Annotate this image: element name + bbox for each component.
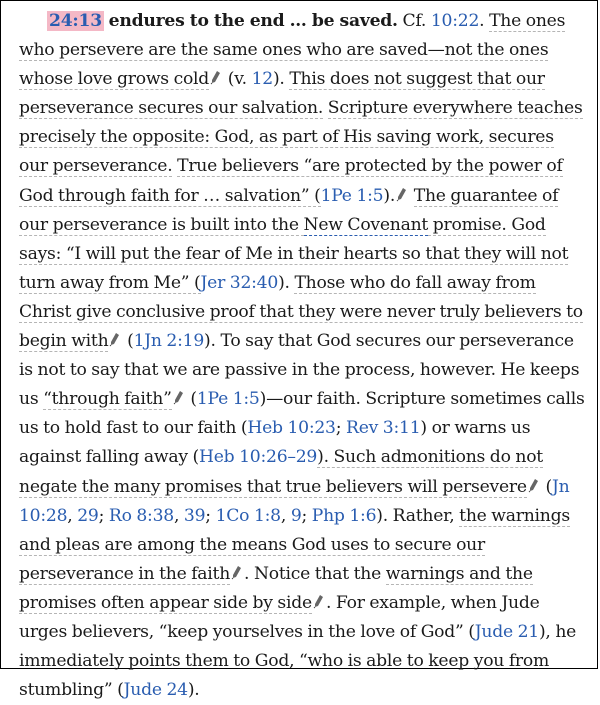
cross-reference-link[interactable]: Jude 21 (474, 621, 539, 642)
highlighted-sentence[interactable]: warnings and the promises often appear side by side (19, 563, 533, 613)
pencil-highlight-icon[interactable] (173, 390, 184, 405)
note-paragraph (19, 7, 587, 705)
cross-reference-link[interactable]: 1Pe 1:5 (320, 185, 384, 206)
cross-reference-link[interactable]: 1Pe 1:5 (196, 389, 260, 410)
highlighted-sentence[interactable]: True believers “are protected by the power of God through faith for … salvation” ( (19, 156, 563, 206)
text: Notice that the (253, 563, 386, 584)
text: )—our faith. (259, 389, 366, 410)
highlighted-sentence[interactable]: ). Such admonitions do not negate the many promises that true believers will persevere (19, 447, 543, 497)
cross-reference-link[interactable]: Rev 3:11 (346, 418, 421, 439)
text: , (67, 505, 78, 526)
highlighted-phrase[interactable]: “through faith” (43, 389, 172, 410)
highlighted-sentence[interactable]: The ones who persevere are the same ones who are saved—not the ones whose love grows cold (19, 11, 566, 90)
cross-reference-link[interactable]: Jer 32:40 (200, 272, 279, 293)
text: ) or warns us against falling away ( (19, 418, 531, 468)
text: ). (383, 185, 396, 206)
cross-reference-link[interactable]: 1Co 1:8 (215, 505, 281, 526)
cross-reference-link[interactable]: 1Jn 2:19 (133, 331, 205, 352)
highlighted-sentence[interactable]: The guarantee of our perseverance is built into the (19, 185, 559, 235)
text: ( (122, 331, 134, 352)
cross-reference-link[interactable]: Jude 24 (123, 680, 188, 701)
cross-reference-link[interactable]: 39 (183, 505, 206, 526)
highlighted-sentence[interactable]: the warnings and pleas are among the means God uses to secure our perseverance in the faith (19, 505, 570, 584)
text: ). (187, 680, 200, 701)
pencil-highlight-icon[interactable] (109, 332, 120, 347)
text: ). (278, 272, 290, 293)
text: ; (301, 505, 312, 526)
cross-reference-link[interactable]: 10:22 (430, 11, 480, 31)
lemma: endures to the end … be saved. (108, 11, 398, 31)
verse-reference[interactable]: 24:13 (49, 11, 102, 31)
cross-reference-link[interactable]: Heb 10:26–29 (198, 447, 318, 468)
cross-reference-link[interactable]: Php 1:6 (311, 505, 377, 526)
pencil-highlight-icon[interactable] (528, 478, 539, 493)
highlighted-sentence[interactable]: promise. God says: “I will put the fear of Me in their hearts so that they will not turn away from Me” ( (19, 214, 569, 293)
text: ). Rather, (376, 505, 460, 526)
text: , (280, 505, 291, 526)
text: ( (540, 476, 552, 497)
text: ; (205, 505, 216, 526)
text: ; (98, 505, 109, 526)
pencil-highlight-icon[interactable] (210, 70, 221, 85)
new-covenant-link[interactable]: New Covenant (303, 214, 429, 235)
sentence-separator: . (479, 11, 490, 31)
cross-reference-link[interactable]: 12 (251, 69, 273, 90)
highlighted-sentence[interactable]: Scripture everywhere teaches precisely the opposite: God, as part of His saving work, secures our perseverance. (19, 98, 583, 177)
study-note (19, 7, 587, 705)
text: To say that God secures our perseverance is not to say that we are passive in the process, however. He keeps us (19, 331, 580, 410)
pencil-highlight-icon[interactable] (231, 565, 242, 580)
text: . (244, 563, 254, 584)
text: , (173, 505, 184, 526)
cross-reference-link[interactable]: 29 (77, 505, 99, 526)
pencil-highlight-icon[interactable] (313, 594, 324, 609)
cross-reference-link[interactable]: 9 (290, 505, 302, 526)
cf-label: Cf. (402, 11, 427, 31)
text: ( (185, 389, 197, 410)
text: ). (204, 331, 221, 352)
text: ), he immediately points them to God, “who is able to keep you from stumbling” ( (19, 621, 577, 701)
cross-reference-link[interactable]: Heb 10:23 (247, 418, 336, 439)
cross-reference-link[interactable]: Ro 8:38 (108, 505, 174, 526)
text: Scripture sometimes calls us to hold fast to our faith ( (19, 389, 585, 439)
pencil-highlight-icon[interactable] (396, 187, 407, 202)
text: . For example, when Jude urges believers, “keep yourselves in the love of God” ( (19, 592, 540, 642)
highlighted-sentence[interactable]: This does not suggest that our perseverance secures our salvation. (19, 69, 545, 119)
highlighted-sentence[interactable]: Those who do fall away from Christ give conclusive proof that they were never truly believers to begin with (19, 272, 583, 352)
text: (v. (223, 69, 252, 90)
cross-reference-link[interactable]: Jn 10:28 (19, 476, 570, 526)
text: ). (272, 69, 290, 90)
text: ; (335, 418, 347, 439)
